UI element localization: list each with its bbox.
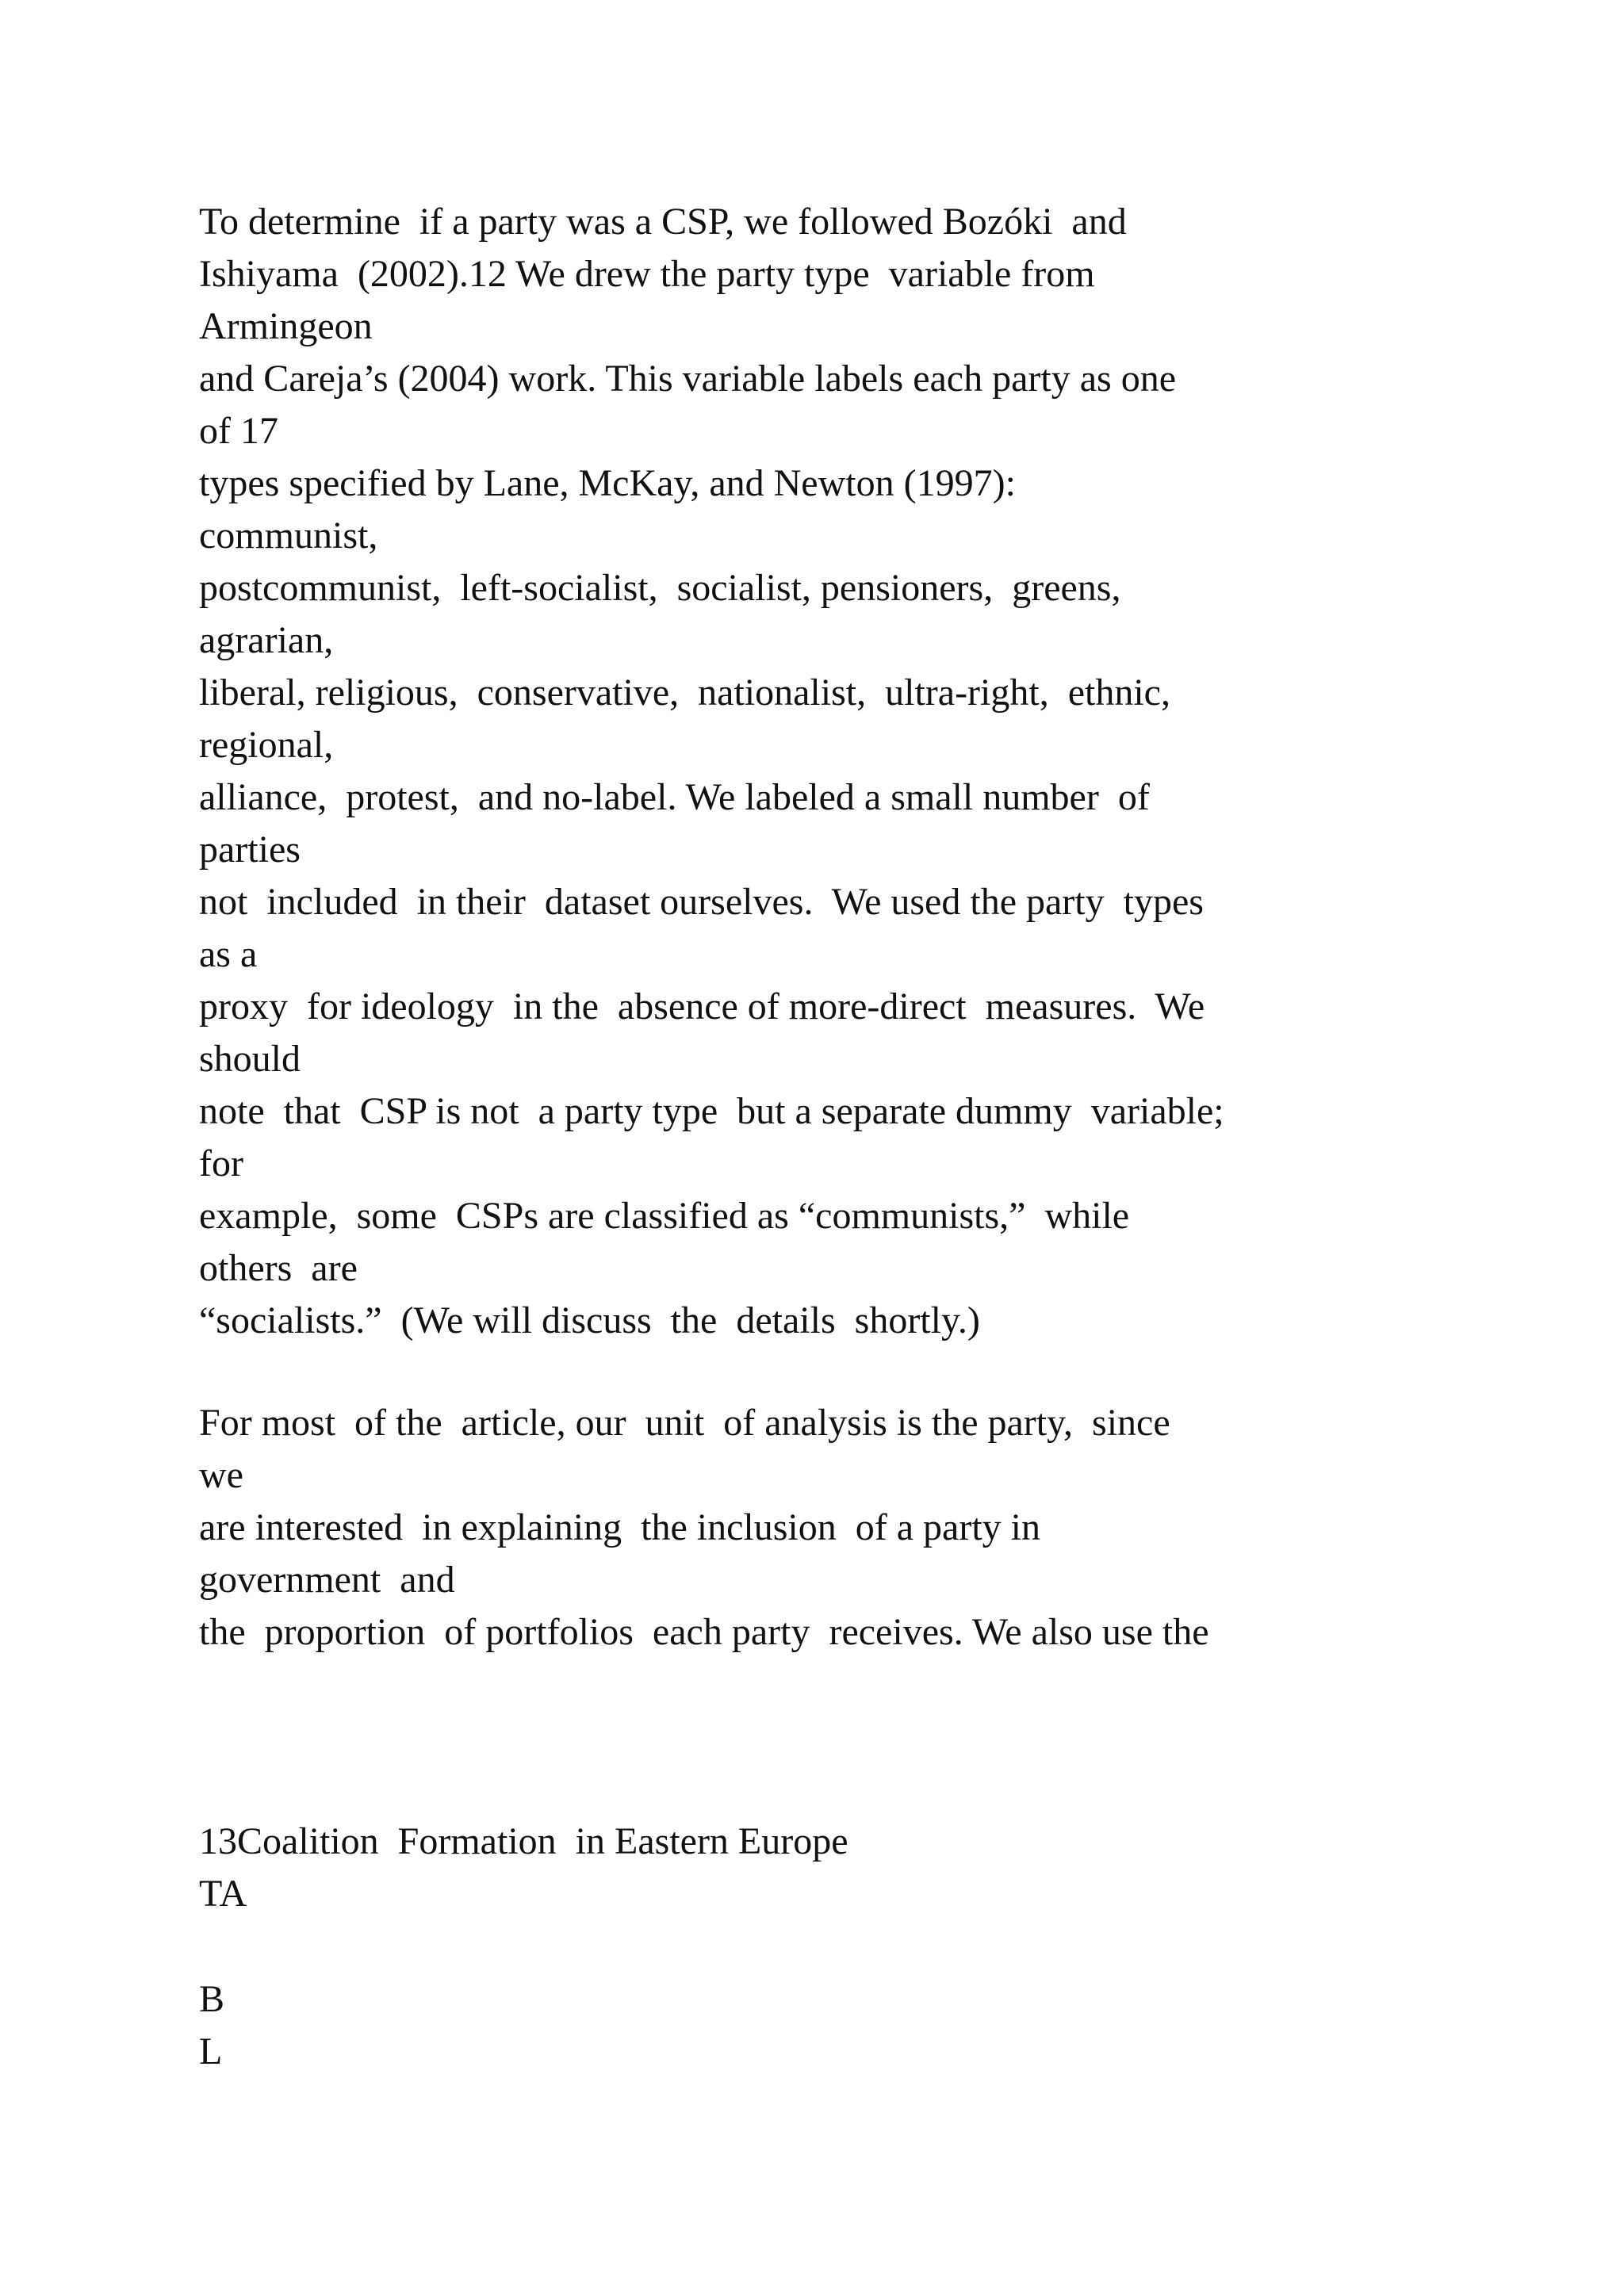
- table-letter: L: [199, 2030, 223, 2072]
- text-line: regional,: [199, 724, 334, 766]
- text-line: should: [199, 1038, 301, 1080]
- text-line: For most of the article, our unit of analysis is the party, since: [199, 1402, 1170, 1444]
- text-line: government and: [199, 1559, 455, 1601]
- text-line: “socialists.” (We will discuss the details shortly.): [199, 1299, 980, 1341]
- table-label-fragment: TA: [199, 1873, 247, 1915]
- text-line: not included in their dataset ourselves. We used the party types: [199, 881, 1204, 923]
- text-line: example, some CSPs are classified as “communists,” while: [199, 1195, 1130, 1237]
- text-line: of 17: [199, 410, 278, 452]
- paragraph-unit-of-analysis: [199, 1397, 1547, 1659]
- text-line: the proportion of portfolios each party receives. We also use the: [199, 1611, 1209, 1653]
- table-label-letters: [199, 1973, 1547, 2078]
- paragraph-party-type: [199, 196, 1547, 1347]
- text-line: postcommunist, left-socialist, socialist, pensioners, greens,: [199, 567, 1121, 609]
- text-line: are interested in explaining the inclusion of a party in: [199, 1506, 1041, 1548]
- text-line: note that CSP is not a party type but a separate dummy variable;: [199, 1090, 1224, 1132]
- text-line: Ishiyama (2002).12 We drew the party type variable from: [199, 253, 1095, 295]
- text-line: proxy for ideology in the absence of more-direct measures. We: [199, 985, 1205, 1027]
- text-line: alliance, protest, and no-label. We labeled a small number of: [199, 776, 1150, 818]
- text-line: types specified by Lane, McKay, and Newton (1997):: [199, 462, 1016, 504]
- running-head-title: 13Coalition Formation in Eastern Europe: [199, 1820, 848, 1862]
- text-line: and Careja’s (2004) work. This variable labels each party as one: [199, 358, 1177, 400]
- text-line: as a: [199, 933, 258, 975]
- table-letter: B: [199, 1978, 225, 2020]
- text-line: others are: [199, 1247, 358, 1289]
- text-line: communist,: [199, 515, 378, 557]
- text-line: liberal, religious, conservative, nationalist, ultra-right, ethnic,: [199, 672, 1170, 714]
- text-line: agrarian,: [199, 619, 334, 661]
- text-line: To determine if a party was a CSP, we followed Bozóki and: [199, 201, 1127, 243]
- text-line: parties: [199, 828, 301, 871]
- text-line: we: [199, 1454, 243, 1496]
- text-line: for: [199, 1142, 243, 1184]
- text-line: Armingeon: [199, 305, 373, 347]
- running-head: [199, 1816, 1547, 1920]
